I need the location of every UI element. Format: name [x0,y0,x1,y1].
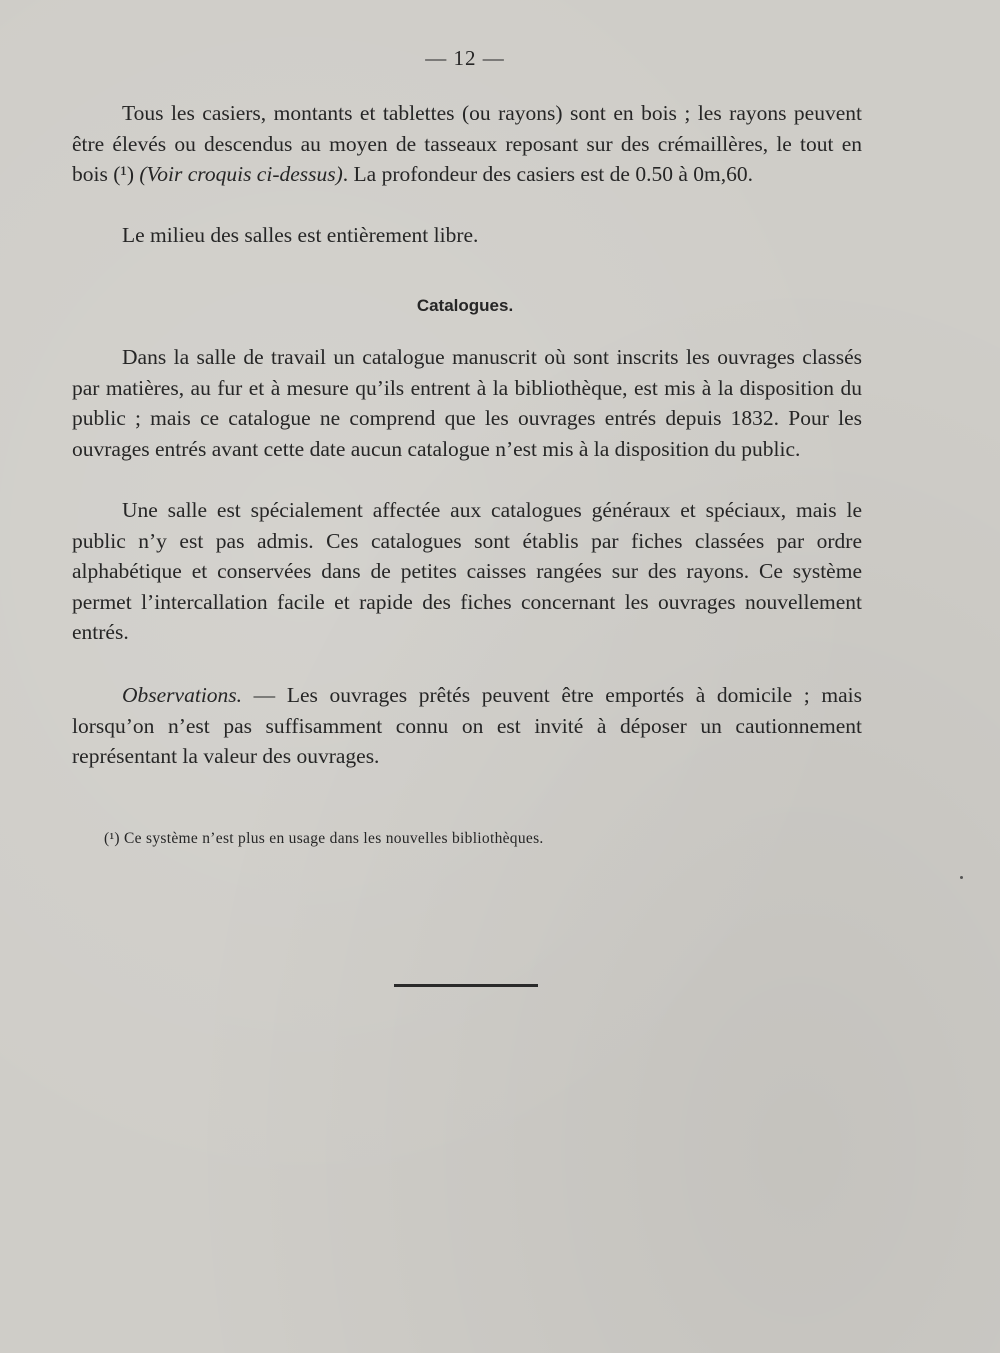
observations-label: Observations. [122,683,243,707]
end-rule [394,984,538,987]
paragraph-observations [72,680,862,772]
paragraph-salle-catalogues: Une salle est spécialement affectée aux catalogues généraux et spéciaux, mais le public n’y est pas admis. Ces catalogues sont établis par fiches classées par ordre alphabétique et conservées dans de petites caisses rangées sur des rayons. Ce système permet l’intercallation facile et rapide des fiches concernant les ouvrages nouvellement entrés. [72,498,862,644]
paragraph-casiers-text: Tous les casiers, montants et tablettes (ou rayons) sont en bois ; les rayons peuvent être élevés ou descendus au moyen de tasseaux reposant sur des crémaillères, le tout en bois (¹) [72,101,862,186]
footnote: (¹) Ce système n’est plus en usage dans les nouvelles bibliothèques. [104,830,544,847]
paragraph-salle-de-travail: Dans la salle de travail un catalogue manuscrit où sont inscrits les ouvrages classés par matières, au fur et à mesure qu’ils entrent à la bibliothèque, est mis à la disposition du public ; mais ce catalogue ne comprend que les ouvrages entrés depuis 1832. Pour les ouvrages entrés avant cette date aucun catalogue n’est mis à la disposition du public. [72,345,862,461]
paragraph-casiers-italic: (Voir croquis ci-dessus) [139,162,343,186]
section-heading-catalogues: Catalogues. [416,296,514,315]
paper-speck [960,876,963,879]
page-number: — 12 — [425,46,505,70]
paragraph-casiers-end: . La profondeur des casiers est de 0.50 à 0m,60. [342,162,753,186]
paragraph-casiers [72,98,862,190]
paragraph-milieu: Le milieu des salles est entièrement libre. [122,223,479,247]
observations-text: — Les ouvrages prêtés peuvent être emportés à domicile ; mais lorsqu’on n’est pas suffisamment connu on est invité à déposer un cautionnement représentant la valeur des ouvrages. [72,683,862,768]
